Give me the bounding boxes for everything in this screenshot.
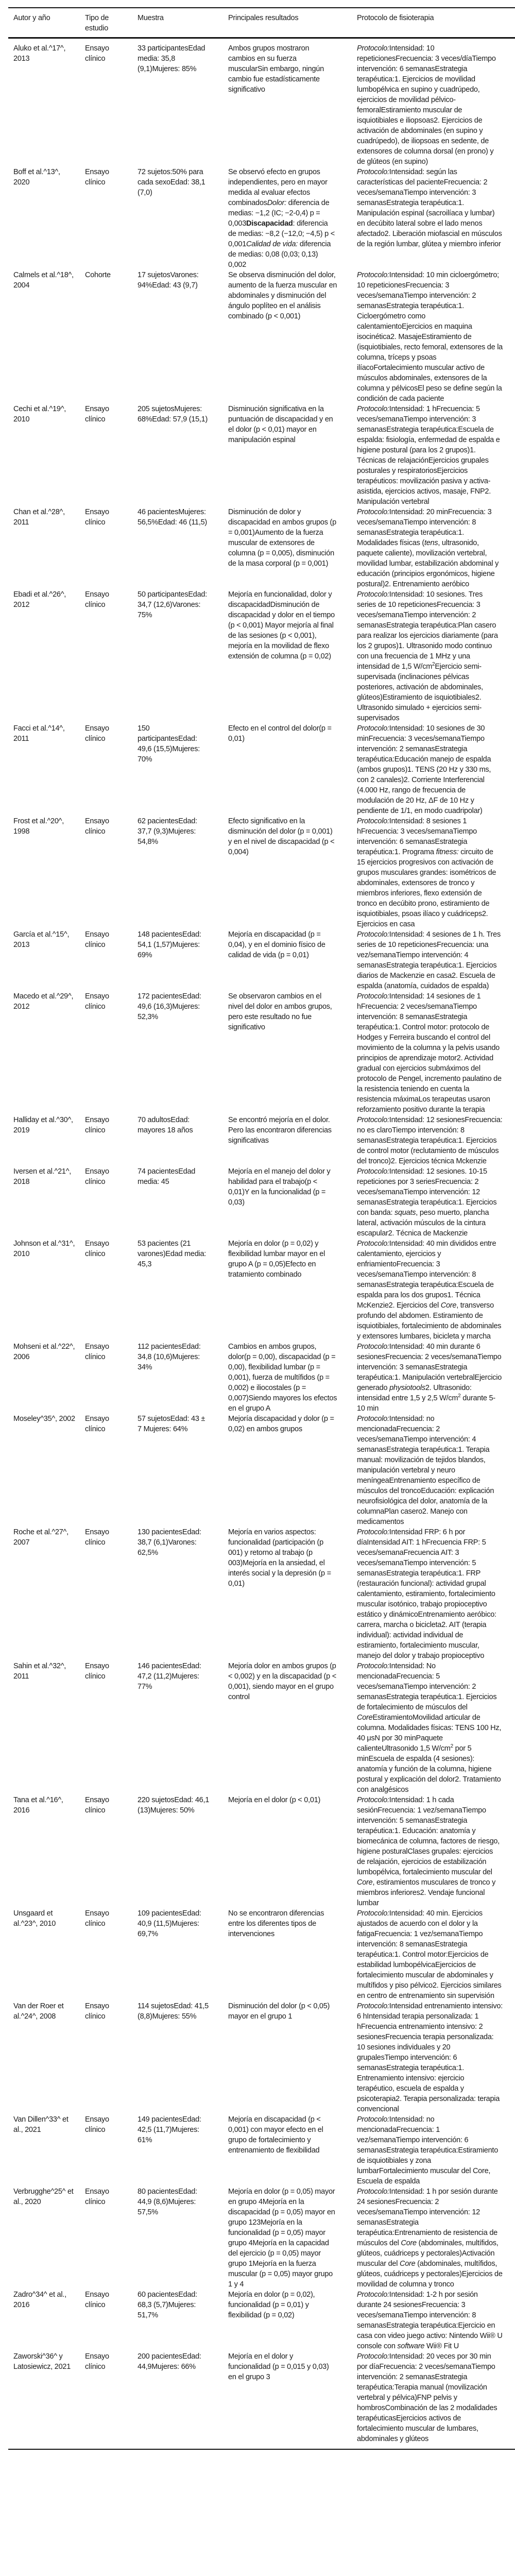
cell-protocol: Protocolo:Intensidad: 40 min durante 6 sesionesFrecuencia: 2 veces/semanaTiempo intervención: 3 semanasEstrategia terapéutica:1. Manipulación vertebralEjercicio generado physiotools2. Ultrasonido: intensidad entre 1,5 y 2,5 $W/cm^2$ durante 5-10 min <box>357 1343 502 1413</box>
cell-protocol: Protocolo:Intensidad: 20 minFrecuencia: 3 veces/semanaTiempo intervención: 8 semanasEstrategia terapéutica:1. Modalidades físicas (tens, ultrasonido, paquete caliente), movilización vertebral, movilidad lumbar, estabilización abdominal y educación (principios ergonómicos, higiene postural)2. Entrenamiento aeróbico <box>357 508 499 588</box>
cell-author: Iversen et al.^21^, 2018 <box>13 1167 72 1186</box>
cell-protocol: Protocolo:Intensidad: no mencionadaFrecuencia: 2 veces/semanaTiempo intervención: 4 semanasEstrategia terapéutica:1. Terapia manual: movilización de tejidos blandos, manipulación vertebral y neuro meníngeaEntrenamiento específico de músculos del troncoEducación: explicación neurofisiológica del dolor, anatomía de la columnaPlan casero2. Manejo con medicamentos <box>357 1415 494 1526</box>
cell-author: Moseley^35^, 2002 <box>13 1415 75 1423</box>
cell-study-type: Ensayo clínico <box>85 2352 109 2371</box>
cell-author: Frost et al.^20^, 1998 <box>13 817 64 836</box>
cell-protocol: Protocolo:Intensidad: 10 sesiones. Tres series de 10 repeticionesFrecuencia: 3 veces/semanaTiempo intervención: 2 semanasEstrategia terapéutica:Plan casero para realizar los ejercicios diariamente (para los 2 grupos)1. Ultrasonido modo continuo con una frecuencia de 1 MHz y una intensidad de 1,5 $W/cm^2Ejercicio$ semi-supervisada (inclinaciones pélvicas posteriores, activación de abdominales, glúteos)Estiramiento de isquiotibiales2. Ultrasonido simulado + ejercicios semi-supervisados <box>357 590 498 722</box>
cell-study-type: Ensayo clínico <box>85 1528 109 1547</box>
cell-results: Disminución significativa en la puntuación de discapacidad y en el dolor (p < 0,01) mayor en manipulación espinal <box>228 405 333 444</box>
cell-results: Efecto significativo en la disminución del dolor (p = 0,001) y en el nivel de discapacidad (p < 0,004) <box>228 817 335 856</box>
cell-author: Chan et al.^28^, 2011 <box>13 508 65 527</box>
cell-results: Disminución del dolor (p < 0,05) mayor en el grupo 1 <box>228 2002 330 2021</box>
cell-sample: 60 pacientesEdad: 68,3 (5,7)Mujeres: 51,7% <box>138 2291 197 2319</box>
cell-sample: 172 pacientesEdad: 49,6 (16,3)Mujeres: 52,3% <box>138 992 201 1021</box>
cell-author: Macedo et al.^29^, 2012 <box>13 992 74 1011</box>
cell-study-type: Ensayo clínico <box>85 1167 109 1186</box>
cell-sample: 72 sujetos:50% para cada sexoEdad: 38,1 (7,0) <box>138 168 205 197</box>
cell-sample: 149 pacientesEdad: 42,5 (11,7)Mujeres: 61% <box>138 2115 201 2144</box>
cell-sample: 220 sujetosEdad: 46,1 (13)Mujeres: 50% <box>138 1796 210 1815</box>
cell-protocol: Protocolo:Intensidad: 40 min. Ejercicios ajustados de acuerdo con el dolor y la fatigaFrecuencia: 1 vez/semanaTiempo intervención: 8 semanasEstrategia terapéutica:1. Control motor:Ejercicios de estabilidad lumbopélvicaEjercicios de fortalecimiento muscular de abdominales y multífidos y piso pélvico2. Ejercicios similares en centro de entrenamiento sin supervisión <box>357 1909 502 2000</box>
cell-results: Se encontró mejoría en el dolor. Pero las encontraron diferencias significativas <box>228 1116 332 1145</box>
cell-study-type: Ensayo clínico <box>85 508 109 527</box>
cell-sample: 114 sujetosEdad: 41,5 (8,8)Mujeres: 55% <box>138 2002 209 2021</box>
cell-sample: 17 sujetosVarones: 94%Edad: 43 (9,7) <box>138 271 199 290</box>
cell-study-type: Ensayo clínico <box>85 405 109 423</box>
cell-results: Mejoría dolor en ambos grupos (p < 0,002) y en la discapacidad (p < 0,001), siendo mayor en el grupo control <box>228 1662 336 1701</box>
cell-study-type: Ensayo clínico <box>85 1343 109 1361</box>
cell-results: No se encontraron diferencias entre los diferentes tipos de intervenciones <box>228 1909 324 1938</box>
cell-study-type: Ensayo clínico <box>85 1796 109 1815</box>
header-row <box>8 8 515 38</box>
cell-results: Mejoría en funcionalidad, dolor y discapacidadDisminución de discapacidad y dolor en el tiempo (p < 0,001) Mayor mejoría al final de las sesiones (p < 0,001), mejoría en la movilidad de flexo extensión de columna (p = 0,02) <box>228 590 335 660</box>
cell-author: Halliday et al.^30^, 2019 <box>13 1116 73 1134</box>
cell-protocol: Protocolo:Intensidad: 40 min divididos entre calentamiento, ejercicios y enfriamientoFrecuencia: 3 veces/semanaTiempo intervención: 8 semanasEstrategia terapéutica:Escuela de espalda para los dos grupos1. Técnica McKenzie2. Ejercicios del Core, transverso profundo del abdomen. Estiramiento de isquiotibiales, fortalecimiento de abdominales y extensores lumbares, bicicleta y marcha <box>357 1240 502 1341</box>
header-sample: Muestra <box>138 14 164 22</box>
cell-sample: 46 pacientesMujeres: 56,5%Edad: 46 (11,5) <box>138 508 207 527</box>
cell-author: Ebadi et al.^26^, 2012 <box>13 590 66 609</box>
cell-sample: 74 pacientesEdad media: 45 <box>138 1167 196 1186</box>
cell-study-type: Ensayo clínico <box>85 1909 109 1928</box>
cell-results: Mejoría en discapacidad (p < 0,001) con mayor efecto en el grupo de fortalecimiento y entrenamiento de flexibilidad <box>228 2115 323 2155</box>
cell-protocol: Protocolo:Intensidad: según las características del pacienteFrecuencia: 2 veces/semanaTiempo intervención: 3 semanasEstrategia terapéutica:1. Manipulación espinal (sacroilíaca y lumbar) en decúbito lateral sobre el lado menos afectado2. Liberación miofascial en músculos de la región lumbar, glútea y miembro inferior <box>357 168 502 248</box>
table-row <box>8 2114 515 2187</box>
cell-protocol: Protocolo:Intensidad: No mencionadaFrecuencia: 5 veces/semanaTiempo intervención: 2 semanasEstrategia terapéutica:1. Ejercicios de fortalecimiento de músculos del CoreEstiramientoMovilidad articular de columna. Modalidades físicas: TENS 100 Hz, 40 μsN por 30 minPaquete calienteUltrasonido 1,5 $W/cm^2$ por 5 minEscuela de espalda (4 sesiones): anatomía y función de la columna, higiene postural y explicación del dolor2. Tratamiento con analgésicos <box>357 1662 502 1794</box>
cell-sample: 205 sujetosMujeres: 68%Edad: 57,9 (15,1) <box>138 405 208 423</box>
cell-results: Mejoría en discapacidad (p = 0,04), y en el dominio físico de calidad de vida (p = 0,01) <box>228 930 325 959</box>
cell-author: Cechi et al.^19^, 2010 <box>13 405 66 423</box>
cell-sample: 112 pacientesEdad: 34,8 (10,6)Mujeres: 34% <box>138 1343 201 1371</box>
table-row <box>8 1527 515 1661</box>
cell-protocol: Protocolo:Intensidad: 1 hFrecuencia: 5 veces/semanaTiempo intervención: 3 semanasEstrategia terapéutica:Escuela de espalda: fisiología, enfermedad de espalda e higiene postural (para los 2 grupos)1. Técnicas de relajaciónEjercicios grupales posturales y respiratoriosEjercicios terapéuticos: movilización pasiva y activa-asistida, ejercicios activos, masaje, FNP2. Manipulación vertebral <box>357 405 500 506</box>
cell-protocol: Protocolo:Intensidad: 10 repeticionesFrecuencia: 3 veces/díaTiempo intervención: 6 semanasEstrategia terapéutica:1. Ejercicios de movilidad lumbopélvica en supino y cuadrúpedo, ejercicios de movilidad pélvico-femoralEstiramiento muscular de isquiotibiales e iliopsoas2. Ejercicios de activación de abdominales (en supino y cuadrúpedo), de iliopsoas en sedente, de extensores de columna dorsal (en prono) y de glúteos (en supino) <box>357 44 496 166</box>
cell-protocol: Protocolo:Intensidad: 20 veces por 30 min por díaFrecuencia: 2 veces/semanaTiempo intervención: 2 semanasEstrategia terapéutica:Terapia manual (movilización vertebral y pélvica)FNP pelvis y hombrosCombinación de las 2 modalidades terapéuticasEjercicios activos de fortalecimiento muscular de lumbares, abdominales y glúteos <box>357 2352 497 2443</box>
table-row <box>8 723 515 816</box>
table-row <box>8 2187 515 2290</box>
cell-sample: 109 pacientesEdad: 40,9 (11,5)Mujeres: 69,7% <box>138 1909 201 1938</box>
cell-author: Unsgaard et al.^23^, 2010 <box>13 1909 56 1928</box>
cell-results: Ambos grupos mostraron cambios en su fuerza muscularSin embargo, ningún cambio fue estadísticamente significativo <box>228 44 324 94</box>
cell-study-type: Ensayo clínico <box>85 1240 109 1258</box>
cell-results: Disminución de dolor y discapacidad en ambos grupos (p = 0,001)Aumento de la fuerza muscular de extensores de columna (p = 0,005), disminución de la masa corporal (p = 0,001) <box>228 508 336 568</box>
cell-results: Se observó efecto en grupos independientes, pero en mayor medida al evaluar efectos combinadosDolor: diferencia de medias: −1,2 (IC; −2-0,4) p = 0,003Discapacidad: diferencia de medias: −8,2 (−12,0; −4,5) p < 0,001Calidad de vida: diferencia de medias: 0,08 (0,03; 0,13) 0,002 <box>228 168 335 269</box>
cell-protocol: Protocolo:Intensidad: no mencionadaFrecuencia: 1 vez/semanaTiempo intervención: 6 semanasEstrategia terapéutica:Estiramiento de isquiotibiales y zona lumbarFortalecimiento muscular del Core, Escuela de espalda <box>357 2115 499 2185</box>
table-row <box>8 2290 515 2351</box>
cell-author: Roche et al.^27^, 2007 <box>13 1528 68 1547</box>
cell-results: Mejoría en el dolor (p < 0,01) <box>228 1796 321 1804</box>
cell-study-type: Ensayo clínico <box>85 1116 109 1134</box>
cell-protocol: Protocolo:Intensidad FRP: 6 h por díaIntensidad AIT: 1 hFrecuencia FRP: 5 veces/semanaFrecuencia AIT: 3 veces/semanaTiempo intervención: 5 semanasEstrategia terapéutica:1. FRP (restauración funcional): actividad grupal calentamiento, estiramiento, fortalecimiento muscular isotónico, trabajo propioceptivo estático y dinámicoEntrenamiento aeróbico: carrera, marcha o bicicleta2. AIT (terapia individual): actividad individual de estiramiento, fortalecimiento muscular, manejo del dolor y trabajo propioceptivo <box>357 1528 496 1660</box>
cell-results: Mejoría en dolor (p = 0,02) y flexibilidad lumbar mayor en el grupo A (p = 0,05)Efecto en tratamiento combinado <box>228 1240 325 1279</box>
table-row <box>8 2351 515 2449</box>
table-row <box>8 1342 515 1414</box>
cell-study-type: Ensayo clínico <box>85 992 109 1011</box>
cell-protocol: Protocolo:Intensidad entrenamiento intensivo: 6 hIntensidad terapia personalizada: 1 hFrecuencia entrenamiento intensivo: 2 sesionesFrecuencia terapia personalizada: 10 sesiones individuales y 20 grupalesTiempo intervención: 6 semanasEstrategia terapéutica:1. Entrenamiento intensivo: ejercicio terapéutico, escuela de espalda y psicoterapia2. Terapia personalizada: terapia convencional <box>357 2002 503 2113</box>
table-row <box>8 1908 515 2001</box>
table-body <box>8 38 515 2450</box>
cell-results: Mejoría en el manejo del dolor y habilidad para el trabajo(p < 0,01)Y en la funcionalidad (p = 0,03) <box>228 1167 331 1207</box>
cell-results: Cambios en ambos grupos, dolor(p = 0,00), discapacidad (p = 0,00), flexibilidad lumbar (p = 0,001), fuerza de multífidos (p = 0,002) e iliocostales (p = 0,007)Siendo mayores los efectos en el grupo A <box>228 1343 337 1413</box>
cell-sample: 130 pacientesEdad: 38,7 (6,1)Varones: 62,5% <box>138 1528 201 1557</box>
cell-study-type: Ensayo clínico <box>85 1415 109 1433</box>
cell-study-type: Ensayo clínico <box>85 2188 109 2206</box>
cell-author: Facci et al.^14^, 2011 <box>13 724 65 743</box>
cell-results: Se observa disminución del dolor, aumento de la fuerza muscular en abdominales y disminución del ángulo poplíteo en el análisis combinado (p < 0,001) <box>228 271 337 320</box>
header-results: Principales resultados <box>228 14 299 22</box>
cell-author: Mohseni et al.^22^, 2006 <box>13 1343 75 1361</box>
cell-sample: 200 pacientesEdad: 44,9Mujeres: 66% <box>138 2352 201 2371</box>
cell-study-type: Ensayo clínico <box>85 1662 109 1681</box>
cell-sample: 70 adultosEdad: mayores 18 años <box>138 1116 193 1134</box>
table-row <box>8 929 515 991</box>
cell-author: Boff et al.^13^, 2020 <box>13 168 60 187</box>
cell-protocol: Protocolo:Intensidad: 4 sesiones de 1 h. Tres series de 10 repeticionesFrecuencia: una vez/semanaTiempo intervención: 4 semanasEstrategia terapéutica:1. Ejercicios diarios de Mackenzie en casa2. Escuela de espalda (anatomía, cuidados de espalda) <box>357 930 501 990</box>
cell-author: Van der Roer et al.^24^, 2008 <box>13 2002 64 2021</box>
cell-results: Mejoría en el dolor y funcionalidad (p = 0,015 y 0,03) en el grupo 3 <box>228 2352 329 2381</box>
cell-protocol: Protocolo:Intensidad: 14 sesiones de 1 hFrecuencia: 2 veces/semanaTiempo intervención: 8 semanasEstrategia terapéutica:1. Control motor: protocolo de Hodges y Ferreira buscando el control del movimiento de la columna y la pelvis usando principios de aprendizaje motor2. Actividad gradual con ejercicios submáximos del protocolo de Pengel, incremento paulatino de la resistencia teniendo en cuenta la resistencia máximaLos terapeutas usaron reforzamiento positivo durante la terapia <box>357 992 502 1114</box>
cell-study-type: Cohorte <box>85 271 111 279</box>
cell-sample: 80 pacientesEdad: 44,9 (8,6)Mujeres: 57,5% <box>138 2188 197 2216</box>
cell-sample: 53 pacientes (21 varones)Edad media: 45,3 <box>138 1240 207 1268</box>
table-row <box>8 1239 515 1342</box>
cell-study-type: Ensayo clínico <box>85 590 109 609</box>
table-row <box>8 404 515 507</box>
studies-table <box>8 7 515 2450</box>
header-study-type: Tipo de estudio <box>85 14 109 32</box>
cell-author: Aluko et al.^17^, 2013 <box>13 44 66 63</box>
table-row <box>8 1414 515 1527</box>
cell-protocol: Protocolo:Intensidad: 10 min cicloergómetro; 10 repeticionesFrecuencia: 3 veces/semanaTiempo intervención: 2 semanasEstrategia terapéutica:1. Cicloergómetro como calentamientoEjercicios en maquina isocinética2. MasajeEstiramiento de (isquiotibiales, recto femoral, extensores de la columna, tríceps y psoas ilíacoFortalecimiento muscular activo de músculos abdominales, extensores de la columna y pélvicosEl peso se define según la condición de cada paciente <box>357 271 503 403</box>
table-row <box>8 2001 515 2114</box>
header-protocol: Protocolo de fisioterapia <box>357 14 434 22</box>
table-row <box>8 1166 515 1239</box>
cell-study-type: Ensayo clínico <box>85 168 109 187</box>
table-row <box>8 38 515 167</box>
table-row <box>8 1661 515 1795</box>
cell-sample: 148 pacientesEdad: 54,1 (1,57)Mujeres: 69% <box>138 930 201 959</box>
cell-results: Efecto en el control del dolor(p = 0,01) <box>228 724 332 743</box>
cell-protocol: Protocolo:Intensidad: 1 h cada sesiónFrecuencia: 1 vez/semanaTiempo intervención: 5 semanasEstrategia terapéutica:1. Educación: anatomía y biomecánica de columna, factores de riesgo, higiene posturalClases grupales: ejercicios de relajación, ejercicios de estabilización lumbopélvica, fortalecimiento muscular del Core, estiramientos musculares de tronco y miembros inferiores2. Vendaje funcional lumbar <box>357 1796 500 1907</box>
cell-study-type: Ensayo clínico <box>85 2291 109 2309</box>
table-header <box>8 8 515 38</box>
cell-protocol: Protocolo:Intensidad: 8 sesiones 1 hFrecuencia: 3 veces/semanaTiempo intervención: 6 semanasEstrategia terapéutica:1. Programa fitness: circuito de 15 ejercicios progresivos con activación de grupos musculares grandes: isométricos de abdominales, extensores de tronco y miembros inferiores, flexo extensión de tronco en decúbito prono, estiramiento de isquiotibiales, psoas ilíaco y cuádriceps2. Ejercicios en casa <box>357 817 496 928</box>
cell-sample: 57 sujetosEdad: 43 ± 7 Mujeres: 64% <box>138 1415 205 1433</box>
cell-results: Mejoría en dolor (p = 0,05) mayor en grupo 4Mejoría en la discapacidad (p = 0,05) mayor en grupo 123Mejoría en la funcionalidad (p = 0,05) mayor grupo 4Mejoría en la capacidad del ejercicio (p = 0,05) mayor grupo 1Mejoría en la fuerza muscular (p = 0,05) mayor grupo 1 y 4 <box>228 2188 335 2289</box>
table-row <box>8 589 515 723</box>
cell-protocol: Protocolo:Intensidad: 12 sesionesFrecuencia: no es claroTiempo intervención: 8 semanasEstrategia terapéutica:1. Ejercicios de control motor (reclutamiento de músculos del tronco)2. Ejercicios técnica Mckenzie <box>357 1116 503 1165</box>
cell-sample: 50 participantesEdad: 34,7 (12,6)Varones: 75% <box>138 590 208 619</box>
cell-sample: 33 participantesEdad media: 35,8 (9,1)Mujeres: 85% <box>138 44 205 73</box>
table-row <box>8 507 515 589</box>
cell-results: Mejoría discapacidad y dolor (p = 0,02) en ambos grupos <box>228 1415 334 1433</box>
cell-results: Mejoría en varios aspectos: funcionalidad (participación (p 001) y retorno al trabajo (p 003)Mejoría en la ansiedad, el interés social y la depresión (p = 0,01) <box>228 1528 331 1588</box>
cell-sample: 146 pacientesEdad: 47,2 (11,2)Mujeres: 77% <box>138 1662 201 1691</box>
table-row <box>8 1795 515 1908</box>
cell-author: Zadro^34^ et al., 2016 <box>13 2291 66 2309</box>
cell-author: Calmels et al.^18^, 2004 <box>13 271 74 290</box>
cell-author: Tana et al.^16^, 2016 <box>13 1796 63 1815</box>
cell-study-type: Ensayo clínico <box>85 930 109 949</box>
cell-author: García et al.^15^, 2013 <box>13 930 70 949</box>
cell-study-type: Ensayo clínico <box>85 2115 109 2134</box>
table-row <box>8 270 515 404</box>
cell-protocol: Protocolo:Intensidad: 10 sesiones de 30 minFrecuencia: 3 veces/semanaTiempo intervención: 2 semanasEstrategia terapéutica:Educación manejo de espalda (ambos grupos)1. TENS (20 Hz y 330 ms, con 2 canales)2. Corriente Interferencial (4.000 Hz, rango de frecuencia de modulación de 20 Hz, ΔF de 10 Hz y pendiente de 1/1, en modo cuadripolar) <box>357 724 491 815</box>
cell-protocol: Protocolo:Intensidad: 1-2 h por sesión durante 24 sesionesFrecuencia: 3 veces/semanaTiempo intervención: 8 semanasEstrategia terapéutica:Ejercicio en casa con video juego activo: Nintendo Wii® U console con software Wii® Fit U <box>357 2291 503 2350</box>
cell-study-type: Ensayo clínico <box>85 2002 109 2021</box>
cell-study-type: Ensayo clínico <box>85 817 109 836</box>
cell-author: Johnson et al.^31^, 2010 <box>13 1240 75 1258</box>
table-row <box>8 167 515 270</box>
cell-results: Se observaron cambios en el nivel del dolor en ambos grupos, pero este resultado no fue significativo <box>228 992 332 1031</box>
cell-protocol: Protocolo:Intensidad: 12 sesiones. 10-15 repeticiones por 3 seriesFrecuencia: 2 veces/semanaTiempo intervención: 12 semanasEstrategia terapéutica:1. Ejercicios con banda: squats, peso muerto, plancha lateral, activación músculos de la cintura escapular2. Técnica de Mackenzie <box>357 1167 497 1238</box>
cell-sample: 62 pacientesEdad: 37,7 (9,3)Mujeres: 54,8% <box>138 817 197 846</box>
cell-study-type: Ensayo clínico <box>85 724 109 743</box>
cell-results: Mejoría en dolor (p = 0,02), funcionalidad (p = 0,01) y flexibilidad (p = 0,02) <box>228 2291 315 2319</box>
cell-author: Verbrugghe^25^ et al., 2020 <box>13 2188 74 2206</box>
cell-study-type: Ensayo clínico <box>85 44 109 63</box>
cell-author: Van Dillen^33^ et al., 2021 <box>13 2115 68 2134</box>
header-author: Autor y año <box>13 14 50 22</box>
table-row <box>8 991 515 1115</box>
table-row <box>8 1115 515 1166</box>
table-row <box>8 816 515 929</box>
cell-author: Zaworski^36^ y Latosiewicz, 2021 <box>13 2352 71 2371</box>
cell-protocol: Protocolo:Intensidad: 1 h por sesión durante 24 sesionesFrecuencia: 2 veces/semanaTiempo intervención: 12 semanasEstrategia terapéutica:Entrenamiento de resistencia de músculos del Core (abdominales, multífidos, glúteos, cuádriceps y pectorales)Activación muscular del Core (abdominales, multífidos, glúteos, cuádriceps y pectorales)Ejercicios de movilidad de columna y tronco <box>357 2188 503 2289</box>
cell-sample: 150 participantesEdad: 49,6 (15,5)Mujeres: 70% <box>138 724 200 764</box>
cell-author: Sahin et al.^32^, 2011 <box>13 1662 66 1681</box>
